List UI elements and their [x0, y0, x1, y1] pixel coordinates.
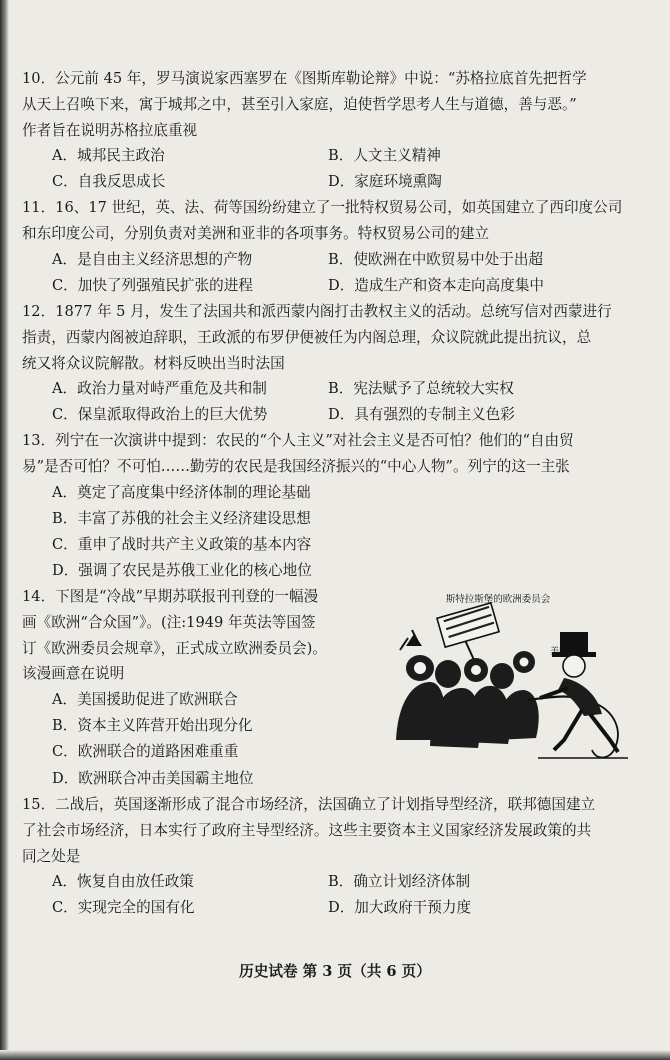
question-15-option-a: A．恢复自由放任政策 — [52, 873, 194, 891]
question-12-option-c: C．保皇派取得政治上的巨大优势 — [52, 406, 268, 424]
question-12-option-a: A．政治力量对峙严重危及共和制 — [52, 380, 267, 398]
cold-war-cartoon-illustration — [378, 590, 642, 764]
question-10-stem-line: 作者旨在说明苏格拉底重视 — [22, 121, 198, 139]
question-11-option-b: B．使欧洲在中欧贸易中处于出超 — [328, 250, 544, 268]
question-10-option-d: D．家庭环境熏陶 — [328, 173, 442, 191]
question-11-option-a: A．是自由主义经济思想的产物 — [52, 250, 253, 268]
question-13-option-d: D．强调了农民是苏俄工业化的核心地位 — [52, 561, 312, 579]
question-10-option-b: B．人文主义精神 — [328, 147, 441, 165]
question-12-stem-line: 统又将众议院解散。材料反映出当时法国 — [22, 354, 285, 372]
cartoon-signboard — [437, 603, 499, 660]
question-14-stem-line: 该漫画意在说明 — [22, 665, 125, 683]
page-footer: 历史试卷 第 3 页（共 6 页） — [239, 963, 431, 980]
question-15-option-c: C．实现完全的国有化 — [52, 899, 195, 917]
question-14-option-b: B．资本主义阵营开始出现分化 — [52, 717, 253, 735]
question-11-option-c: C．加快了列强殖民扩张的进程 — [52, 276, 253, 294]
question-12-option-b: B．宪法赋予了总统较大实权 — [328, 380, 514, 398]
question-10 — [22, 66, 644, 195]
question-13 — [22, 428, 644, 584]
question-14-option-d: D．欧洲联合冲击美国霸主地位 — [52, 769, 254, 787]
questions — [22, 66, 644, 921]
question-11-option-d: D．造成生产和资本走向高度集中 — [328, 276, 545, 294]
scan-edge-bottom — [0, 1050, 670, 1060]
question-12-stem-line: 指责，西蒙内阁被迫辞职，王政派的布罗伊便被任为内阁总理，众议院就此提出抗议，总 — [22, 328, 592, 346]
question-13-stem-line: 易”是否可怕？不可怕……勤劳的农民是我国经济振兴的“中心人物”。列宁的这一主张 — [22, 458, 570, 476]
question-13-option-c: C．重申了战时共产主义政策的基本内容 — [52, 535, 312, 553]
question-11 — [22, 195, 644, 299]
question-15-stem-line: 同之处是 — [22, 847, 81, 865]
question-14-stem-line: 14．下图是“冷战”早期苏联报刊刊登的一幅漫 — [22, 587, 319, 605]
cartoon-caption: 斯特拉斯堡的欧洲委员会 — [445, 593, 551, 605]
question-10-option-a: A．城邦民主政治 — [52, 147, 165, 165]
question-14-stem-line: 画《欧洲“合众国”》。(注:1949 年英法等国签 — [22, 613, 316, 631]
question-12-option-d: D．具有强烈的专制主义色彩 — [328, 406, 515, 424]
question-15-option-d: D．加大政府干预力度 — [328, 899, 472, 917]
question-12-stem-line: 12．1877 年 5 月，发生了法国共和派西蒙内阁打击教权主义的活动。总统写信对西蒙进行 — [22, 302, 612, 320]
question-13-stem-line: 13．列宁在一次演讲中提到：农民的“个人主义”对社会主义是否可怕？他们的“自由贸 — [22, 432, 574, 450]
question-15-stem-line: 了社会市场经济，日本实行了政府主导型经济。这些主要资本主义国家经济发展政策的共 — [22, 821, 592, 839]
question-10-stem-line: 10．公元前 45 年，罗马演说家西塞罗在《图斯库勒论辩》中说：“苏格拉底首先把哲学 — [22, 70, 587, 87]
question-11-stem-line: 11．16、17 世纪，英、法、荷等国纷纷建立了一批特权贸易公司，如英国建立了西印度公司 — [22, 199, 623, 217]
question-11-stem-line: 和东印度公司，分别负责对美洲和亚非的各项事务。特权贸易公司的建立 — [22, 225, 490, 243]
question-15-stem-line: 15．二战后，英国逐渐形成了混合市场经济，法国确立了计划指导型经济，联邦德国建立 — [22, 795, 596, 813]
question-15 — [22, 792, 644, 921]
question-10-option-c: C．自我反思成长 — [52, 173, 166, 191]
question-10-stem-line: 从天上召唤下来，寓于城邦之中，甚至引入家庭，迫使哲学思考人生与道德，善与恶。” — [22, 95, 577, 113]
question-14 — [22, 584, 644, 766]
question-14-stem-line: 订《欧洲委员会规章》，正式成立欧洲委员会)。 — [22, 639, 327, 657]
question-12 — [22, 299, 644, 428]
question-14-option-c: C．欧洲联合的道路困难重重 — [52, 743, 239, 761]
question-14-option-a: A．美国援助促进了欧洲联合 — [52, 691, 238, 709]
question-13-option-a: A．奠定了高度集中经济体制的理论基础 — [52, 483, 311, 501]
question-15-option-b: B．确立计划经济体制 — [328, 873, 471, 891]
cartoon-us-label: 美国 — [550, 646, 569, 657]
scan-edge-left — [0, 0, 9, 1060]
question-13-option-b: B．丰富了苏俄的社会主义经济建设思想 — [52, 509, 311, 527]
